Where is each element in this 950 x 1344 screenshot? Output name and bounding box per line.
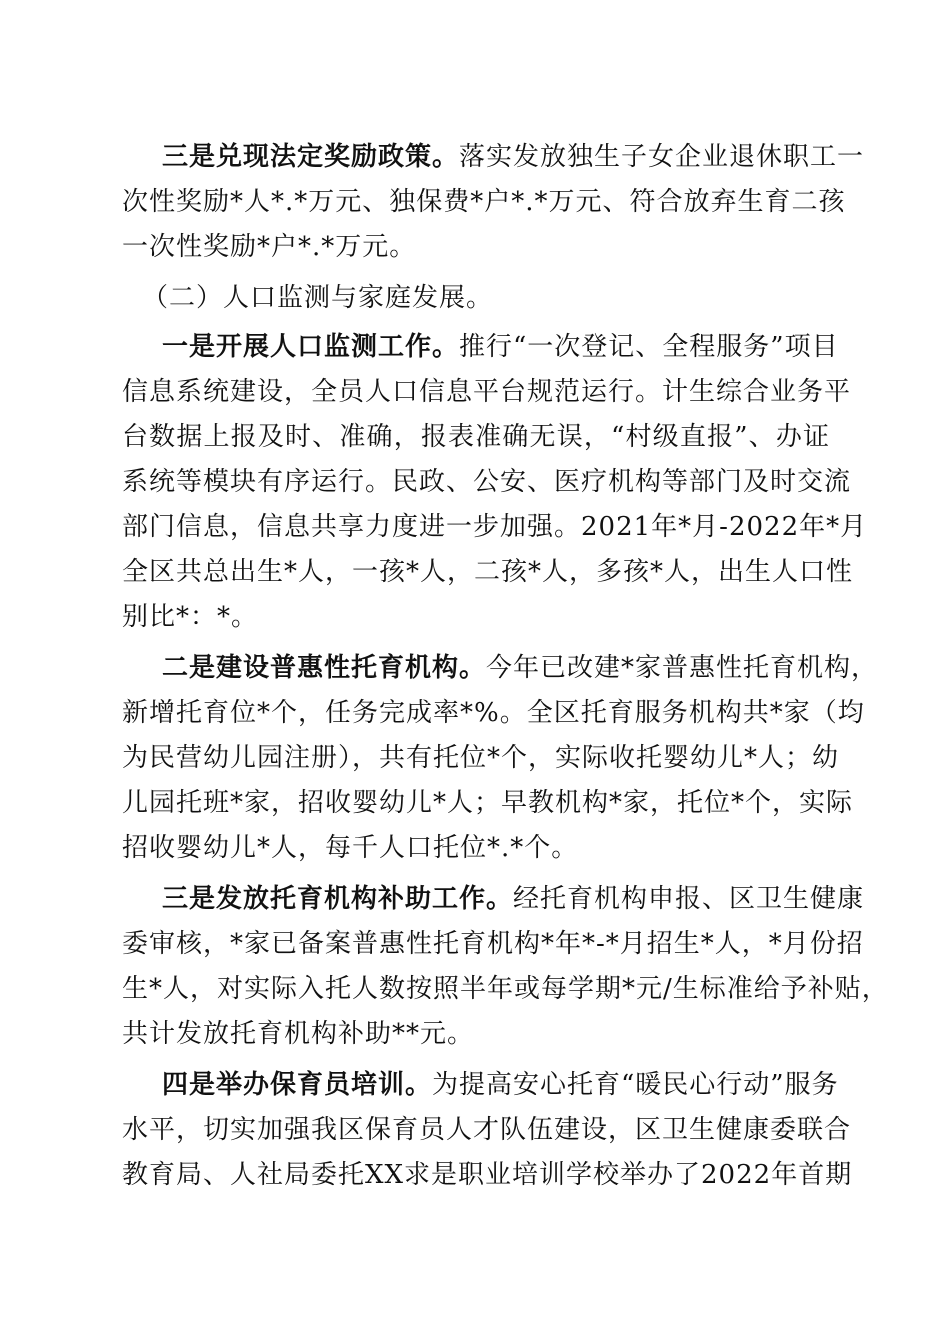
paragraph-line: 教育局、人社局委托XX求是职业培训学校举办了2022年首期 — [122, 1160, 853, 1190]
paragraph-line: 三是兑现法定奖励政策。落实发放独生子女企业退休职工一 — [162, 142, 865, 172]
paragraph-lead: 四是举办保育员培训。 — [162, 1070, 433, 1100]
paragraph-line: 生*人，对实际入托人数按照半年或每学期*元/生标准给予补贴， — [122, 974, 889, 1004]
paragraph-line: 为民营幼儿园注册），共有托位*个，实际收托婴幼儿*人；幼 — [122, 743, 840, 773]
paragraph-line: 全区共总出生*人，一孩*人，二孩*人，多孩*人，出生人口性 — [122, 557, 854, 587]
paragraph-line: 新增托育位*个，任务完成率*%。全区托育服务机构共*家（均 — [122, 698, 865, 728]
paragraph-line: 部门信息，信息共享力度进一步加强。2021年*月-2022年*月 — [122, 512, 868, 542]
paragraph-line: 系统等模块有序运行。民政、公安、医疗机构等部门及时交流 — [122, 467, 852, 497]
paragraph-line: 共计发放托育机构补助**元。 — [122, 1019, 475, 1049]
paragraph-line: 信息系统建设，全员人口信息平台规范运行。计生综合业务平 — [122, 377, 852, 407]
paragraph-line: 儿园托班*家，招收婴幼儿*人；早教机构*家，托位*个，实际 — [122, 788, 854, 818]
paragraph-childcare-institutions — [122, 646, 879, 871]
paragraph-reward-policy — [122, 135, 865, 270]
paragraph-line: 委审核，*家已备案普惠性托育机构*年*-*月招生*人，*月份招 — [122, 929, 864, 959]
paragraph-line: 一是开展人口监测工作。推行“一次登记、全程服务”项目 — [162, 332, 839, 362]
paragraph-line: 次性奖励*人*.*万元、独保费*户*.*万元、符合放弃生育二孩 — [122, 187, 846, 217]
paragraph-line: 三是发放托育机构补助工作。经托育机构申报、区卫生健康 — [162, 884, 865, 914]
paragraph-lead: 二是建设普惠性托育机构。 — [162, 653, 487, 683]
paragraph-line: 二是建设普惠性托育机构。今年已改建*家普惠性托育机构， — [162, 653, 879, 683]
paragraph-line: 水平，切实加强我区保育员人才队伍建设，区卫生健康委联合 — [122, 1115, 852, 1145]
document-page — [122, 135, 889, 1198]
section-heading-population-monitoring: （二）人口监测与家庭发展。 — [142, 283, 494, 313]
paragraph-line: 四是举办保育员培训。为提高安心托育“暖民心行动”服务 — [162, 1070, 839, 1100]
paragraph-childcare-subsidy — [122, 877, 889, 1057]
paragraph-lead: 三是发放托育机构补助工作。 — [162, 884, 514, 914]
paragraph-lead: 一是开展人口监测工作。 — [162, 332, 460, 362]
paragraph-line: 台数据上报及时、准确，报表准确无误，“村级直报”、办证 — [122, 422, 830, 452]
paragraph-population-monitoring — [122, 325, 868, 640]
paragraph-line: 别比*：*。 — [122, 602, 259, 632]
paragraph-lead: 三是兑现法定奖励政策。 — [162, 142, 460, 172]
paragraph-caregiver-training — [122, 1063, 853, 1198]
paragraph-line: 一次性奖励*户*.*万元。 — [122, 232, 417, 262]
paragraph-line: 招收婴幼儿*人，每千人口托位*.*个。 — [122, 833, 579, 863]
